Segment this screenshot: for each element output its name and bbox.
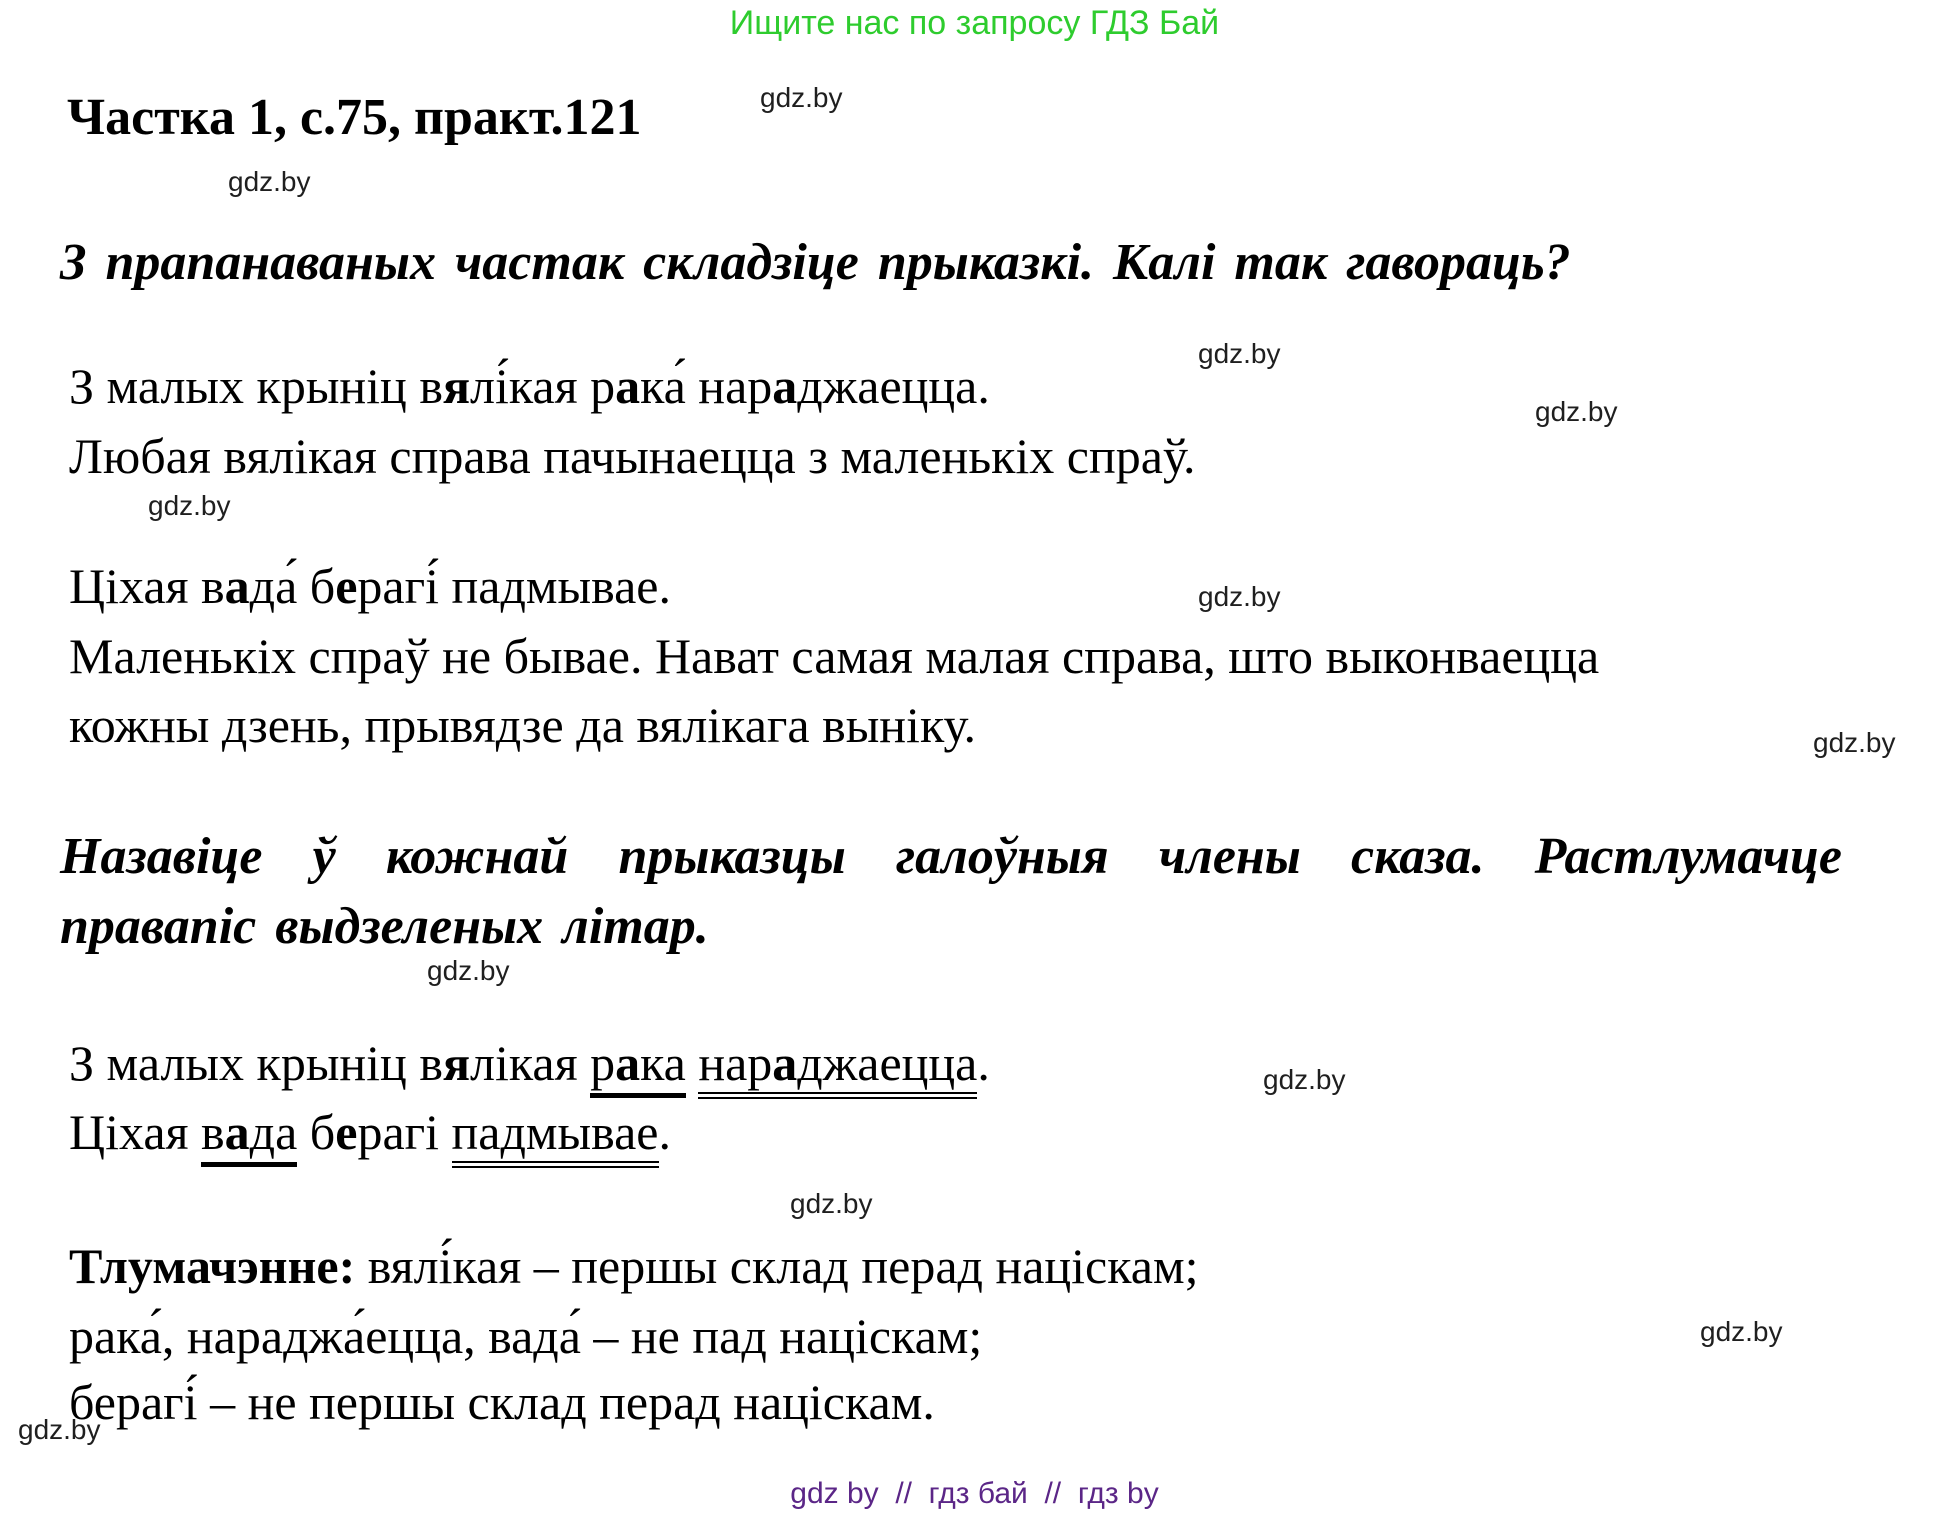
text-segment: З малых крыніц в [69, 358, 443, 414]
text-segment: а [615, 1035, 640, 1098]
text-segment: берагі́ – не першы склад перад націскам. [69, 1374, 935, 1430]
text-segment: З прапанаваных частак складзіце прыказкі. Калі так гавораць? [60, 234, 1571, 291]
text-segment: я [442, 1035, 470, 1091]
text-segment: кожны дзень, прывядзе да вялікага выніку. [69, 697, 977, 753]
text-segment: р [590, 1035, 615, 1098]
gdz-watermark: gdz.by [228, 166, 311, 197]
text-segment: а [615, 358, 641, 414]
gdz-watermark: gdz.by [148, 490, 231, 521]
gdz-watermark: gdz.by [18, 1414, 101, 1445]
text-segment: е [335, 558, 358, 614]
text-segment: Ціхая [69, 1104, 202, 1160]
gdz-watermark: gdz.by [427, 955, 510, 986]
proverb-1-line-2 [69, 428, 1195, 484]
proverb-1-line-1 [69, 358, 990, 414]
text-segment: а [224, 558, 250, 614]
parsed-proverb-1 [69, 1035, 990, 1091]
text-segment: Ціхая в [69, 558, 225, 614]
text-segment: нар [698, 1035, 772, 1099]
text-segment: вялі́кая – першы склад перад націскам; [355, 1238, 1199, 1294]
proverb-2-line-3 [69, 697, 976, 753]
text-segment: ка́ нар [640, 358, 773, 414]
proverb-2-line-1 [69, 558, 671, 614]
gdz-watermark: gdz.by [1535, 396, 1618, 427]
text-segment: а [772, 1035, 797, 1099]
text-segment: я [442, 358, 470, 414]
text-segment: джаецца. [797, 358, 990, 414]
text-segment: Тлумачэнне: [69, 1238, 356, 1294]
text-segment [686, 1035, 699, 1091]
parsed-proverb-2 [69, 1104, 671, 1160]
task-question-1 [60, 234, 1571, 292]
text-segment: да [250, 1104, 298, 1167]
gdz-watermark: gdz.by [1198, 581, 1281, 612]
gdz-watermark: gdz.by [1700, 1316, 1783, 1347]
page-title: Частка 1, с.75, практ.121 [67, 89, 642, 146]
proverb-2-line-2 [69, 628, 1599, 684]
gdz-watermark: gdz.by [760, 82, 843, 113]
text-segment: ка [640, 1035, 686, 1098]
text-segment: . [977, 1035, 990, 1091]
task-question-2-line-2 [60, 898, 709, 956]
text-segment: да́ б [249, 558, 336, 614]
explanation-line-2 [69, 1308, 982, 1364]
text-segment: в [201, 1104, 225, 1167]
explanation-line-1 [69, 1238, 1199, 1294]
text-segment: а [772, 358, 798, 414]
text-segment: рагі [357, 1104, 452, 1160]
gdz-watermark: gdz.by [1198, 338, 1281, 369]
task-question-2-line-1 [60, 828, 1842, 886]
text-segment: джаецца [797, 1035, 977, 1099]
text-segment: рагі́ падмывае. [357, 558, 671, 614]
text-segment: б [297, 1104, 336, 1160]
gdz-watermark: gdz.by [1813, 727, 1896, 758]
explanation-line-3 [69, 1374, 935, 1430]
text-segment: падмывае [452, 1104, 659, 1168]
site-banner: Ищите нас по запросу ГДЗ Бай [729, 4, 1220, 42]
text-segment: е [335, 1104, 358, 1160]
text-segment: а [225, 1104, 250, 1167]
text-segment: Маленькіх спраў не бывае. Нават самая малая справа, што выконваецца [69, 628, 1600, 684]
text-segment: Любая вялікая справа пачынаецца з маленькіх спраў. [69, 428, 1196, 484]
text-segment: лі́кая р [470, 358, 616, 414]
gdz-watermark: gdz.by [790, 1188, 873, 1219]
text-segment: Назавіце ў кожнай прыказцы галоўныя члены сказа. Растлумачце [60, 828, 1842, 885]
text-segment: лікая [470, 1035, 591, 1091]
footer-search-tags: gdz by // гдз бай // гдз by [790, 1477, 1159, 1510]
gdz-watermark: gdz.by [1263, 1064, 1346, 1095]
text-segment: . [658, 1104, 671, 1160]
text-segment: рака́, нараджа́ецца, вада́ – не пад націскам; [69, 1308, 983, 1364]
text-segment: правапіс выдзеленых літар. [60, 898, 709, 955]
text-segment: З малых крыніц в [69, 1035, 443, 1091]
